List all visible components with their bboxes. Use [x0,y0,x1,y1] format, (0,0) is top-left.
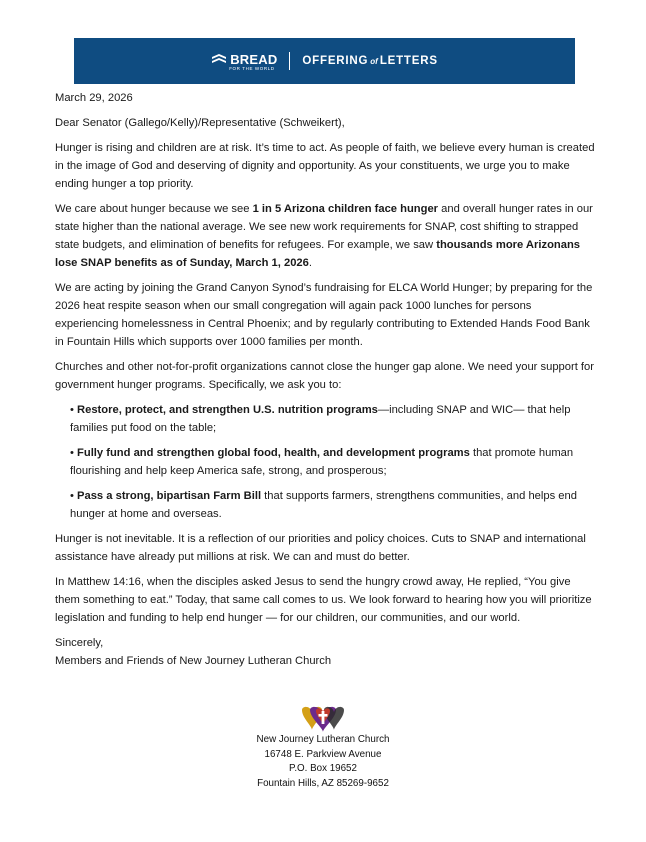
paragraph-1: Hunger is rising and children are at risk. It’s time to act. As people of faith, we believe every human is created in the image of God and deserving of dignity and opportunity. As your constituents, we urge you to make ending hunger a top priority. [55,142,595,190]
church-street: 16748 E. Parkview Avenue [264,748,382,760]
letter-date: March 29, 2026 [55,92,133,104]
church-po-box: P.O. Box 19652 [289,763,357,774]
ask-item: • Fully fund and strengthen global food, health, and development programs that promote human flourishing and help keep America safe, strong, and prosperous; [70,447,574,477]
paragraph-3: We are acting by joining the Grand Canyon Synod’s fundraising for ELCA World Hunger; by preparing for the 2026 heat respite season when our small congregation will again pack 1000 lunches for persons experiencing homelessness in Central Phoenix; and by regularly contributing to Extended Hands Food Bank in Fountain Hills which supports over 1000 families per month. [55,282,593,348]
asks-list [70,401,595,523]
church-heart-cross-icon [298,706,348,732]
brand-tagline: FOR THE WORLD [229,65,275,71]
salutation: Dear Senator (Gallego/Kelly)/Representative (Schweikert), [55,117,345,129]
bread-mark-icon [211,53,227,65]
letter-body [55,89,595,670]
church-name: New Journey Lutheran Church [256,734,390,745]
brand-lockup [211,52,438,71]
snap-highlight: thousands more Arizonans lose SNAP benefits as of Sunday, March 1, 2026 [55,239,581,269]
paragraph-2: We care about hunger because we see 1 in 5 Arizona children face hunger and overall hunger rates in our state higher than the national average. We see new work requirements for SNAP, cost shifting to strapped state budgets, and elimination of benefits for refugees. For example, we saw thousands more Arizonans lose SNAP benefits as of Sunday, March 1, 2026. [55,203,593,269]
brand-divider [289,52,290,70]
church-footer [0,706,646,791]
stat-highlight: 1 in 5 Arizona children face hunger [252,203,439,215]
ask-item: • Pass a strong, bipartisan Farm Bill that supports farmers, strengthens communities, and helps end hunger at home and overseas. [70,490,577,520]
title-part-offering: OFFERING [302,55,369,67]
paragraph-5: Hunger is not inevitable. It is a reflection of our priorities and policy choices. Cuts to SNAP and international assistance have already put millions at risk. We can and must do better. [55,533,586,563]
closing: Sincerely, [55,637,104,649]
bread-logo [211,52,277,71]
title-part-letters: LETTERS [379,55,438,67]
paragraph-6: In Matthew 14:16, when the disciples asked Jesus to send the hungry crowd away, He replied, “You give them something to eat.” Today, that same call comes to us. We look forward to hearing how you will prioritize legislation and funding to help end hunger — for our children, our communities, and our world. [55,576,592,624]
church-city: Fountain Hills, AZ 85269-9652 [257,777,389,789]
title-part-of: of [370,57,378,66]
offering-of-letters-title [302,55,437,67]
signature: Members and Friends of New Journey Lutheran Church [55,655,332,667]
letterhead-banner [74,38,575,84]
signature-block [55,634,595,670]
paragraph-4: Churches and other not-for-profit organizations cannot close the hunger gap alone. We need your support for government hunger programs. Specifically, we ask you to: [55,361,594,391]
brand-name: BREAD [230,51,278,67]
ask-item: • Restore, protect, and strengthen U.S. nutrition programs—including SNAP and WIC— that help families put food on the table; [70,404,571,434]
